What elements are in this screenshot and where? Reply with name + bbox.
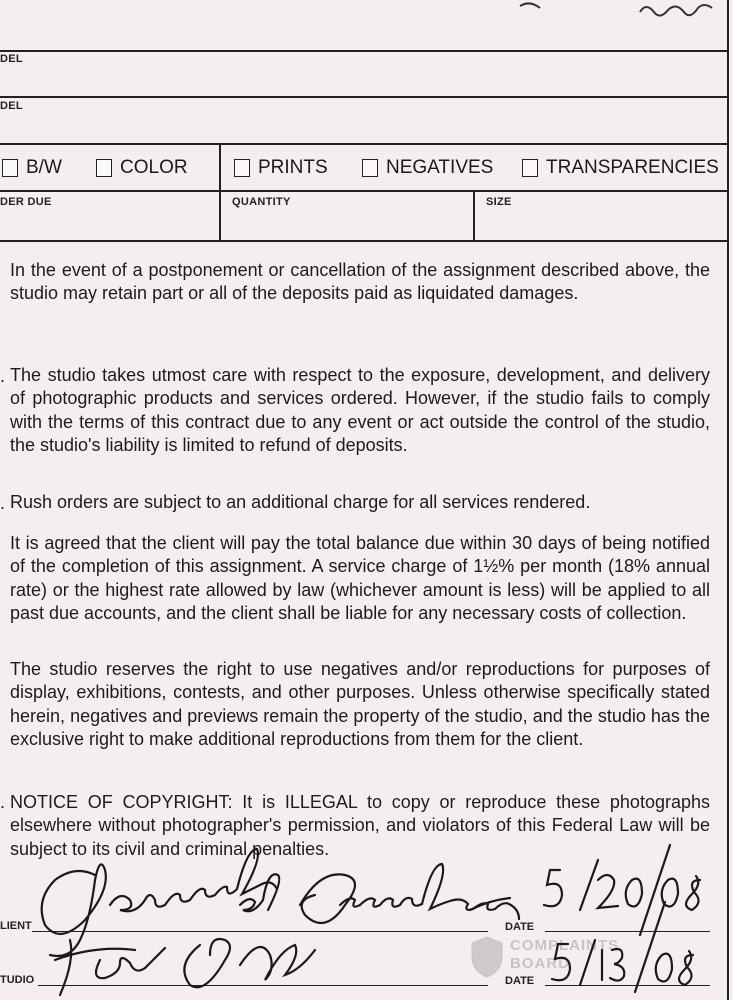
term-payment: It is agreed that the client will pay the total balance due within 30 days of being notified of the completion of this assignment. A service charge of 1½% per month (18% annual rate) or the highest rate allowed by law (whichever amount is less) will be applied to all past due accounts, and the client shall be liable for any necessary costs of collection. — [10, 533, 710, 624]
quantity-label: QUANTITY — [232, 196, 291, 208]
bullet-mark: . — [0, 366, 6, 386]
term-cancellation: In the event of a postponement or cancellation of the assignment described above, the studio may retain part or all of the deposits paid as liquidated damages. — [10, 260, 710, 304]
studio-date-label: DATE — [505, 975, 535, 987]
bullet-mark: . — [0, 493, 6, 513]
term-copyright-notice: NOTICE OF COPYRIGHT: It is ILLEGAL to copy or reproduce these photographs elsewhere without photographer's permission, and violators of this Federal Law will be subject to its civil and criminal penalties. — [10, 792, 710, 859]
order-due-label: DER DUE — [0, 196, 52, 208]
model-label-1: DEL — [0, 53, 23, 65]
client-date-handwriting — [544, 845, 700, 935]
watermark-line-1: COMPLAINTS — [510, 937, 620, 954]
watermark-line-2: BOARD — [510, 955, 570, 972]
term-reproduction-rights: The studio reserves the right to use negatives and/or reproductions for purposes of display, exhibitions, contests, and other purposes. Unless otherwise specifically stated herein, negatives and previews remain the property of the studio, and the studio has the exclusive right to make additional reproductions from them for the client. — [10, 659, 710, 750]
color-label: COLOR — [120, 157, 188, 178]
term-rush-orders: Rush orders are subject to an additional charge for all services rendered. — [10, 492, 591, 512]
studio-label: TUDIO — [0, 974, 35, 986]
bw-label: B/W — [26, 157, 62, 178]
prints-label: PRINTS — [258, 157, 328, 178]
client-label: LIENT — [0, 920, 32, 932]
term-liability: The studio takes utmost care with respect to the exposure, development, and delivery of photographic products and services ordered. However, if the studio fails to comply with the terms of this contract due to any event or act outside the control of the studio, the studio's liability is limited to refund of deposits. — [10, 365, 710, 456]
client-date-label: DATE — [505, 921, 535, 933]
bullet-mark: . — [0, 792, 6, 812]
size-label: SIZE — [486, 196, 512, 208]
studio-date-handwriting — [552, 902, 693, 992]
negatives-label: NEGATIVES — [386, 157, 494, 178]
studio-signature — [55, 939, 315, 995]
model-label-2: DEL — [0, 100, 23, 112]
client-signature — [42, 849, 519, 956]
transparencies-label: TRANSPARENCIES — [546, 157, 719, 178]
